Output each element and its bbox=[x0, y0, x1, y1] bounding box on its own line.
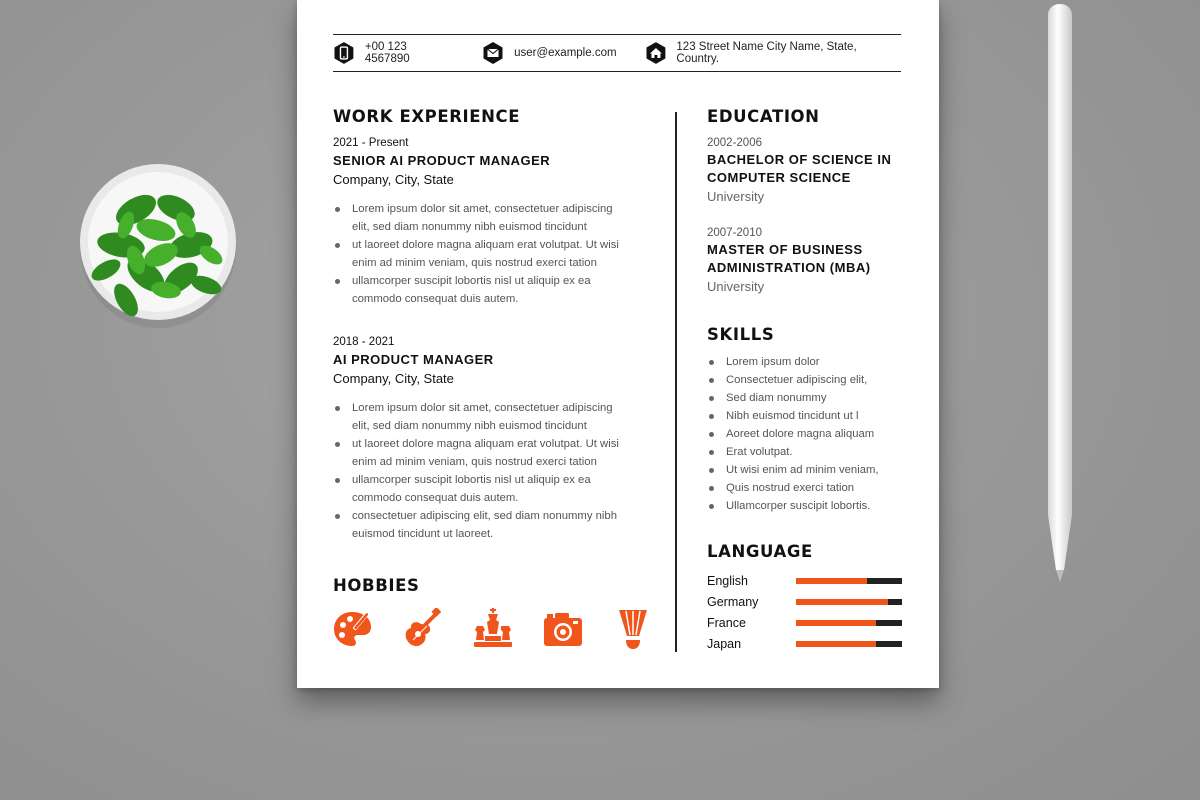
list-item: Consectetuer adipiscing elit, bbox=[707, 371, 879, 389]
language-row bbox=[707, 593, 902, 611]
skills-heading: SKILLS bbox=[707, 325, 775, 344]
language-name: France bbox=[707, 616, 746, 630]
job-bullets bbox=[333, 399, 633, 543]
education-degree: BACHELOR OF SCIENCE IN COMPUTER SCIENCE bbox=[707, 152, 892, 185]
list-item: Sed diam nonummy bbox=[707, 389, 879, 407]
contact-email bbox=[482, 42, 616, 64]
phone-text: +00 123 4567890 bbox=[364, 41, 410, 65]
list-item: Lorem ipsum dolor bbox=[707, 353, 879, 371]
language-level-bar bbox=[796, 599, 902, 605]
pencil-decoration-icon bbox=[1038, 0, 1078, 590]
palette-icon bbox=[333, 608, 373, 650]
language-level-bar bbox=[796, 620, 902, 626]
hobbies-icons bbox=[333, 608, 683, 650]
language-level-bar bbox=[796, 578, 902, 584]
education-period: 2007-2010 bbox=[707, 227, 762, 239]
list-item: Lorem ipsum dolor sit amet, consectetuer adipiscing elit, sed diam nonummy nibh euismod tincidunt bbox=[333, 399, 633, 435]
job-title: AI PRODUCT MANAGER bbox=[333, 352, 494, 367]
list-item: Aoreet dolore magna aliquam bbox=[707, 425, 879, 443]
list-item: ut laoreet dolore magna aliquam erat volutpat. Ut wisi enim ad minim veniam, quis nostrud exerci tation bbox=[333, 435, 633, 471]
email-text: user@example.com bbox=[514, 47, 617, 59]
job-company: Company, City, State bbox=[333, 371, 454, 386]
language-level-fill bbox=[796, 599, 888, 605]
list-item: Nibh euismod tincidunt ut l bbox=[707, 407, 879, 425]
language-row bbox=[707, 614, 902, 632]
education-period: 2002-2006 bbox=[707, 137, 762, 149]
language-name: Germany bbox=[707, 595, 759, 609]
list-item: consectetuer adipiscing elit, sed diam nonummy nibh euismod tincidunt ut laoreet. bbox=[333, 507, 633, 543]
list-item: ullamcorper suscipit lobortis nisl ut aliquip ex ea commodo consequat duis autem. bbox=[333, 471, 633, 507]
education-heading: EDUCATION bbox=[707, 107, 820, 126]
job-period: 2018 - 2021 bbox=[333, 336, 395, 348]
contact-bar bbox=[333, 34, 901, 72]
language-level-fill bbox=[796, 641, 876, 647]
envelope-icon bbox=[482, 42, 504, 64]
list-item: ut laoreet dolore magna aliquam erat volutpat. Ut wisi enim ad minim veniam, quis nostrud exerci tation bbox=[333, 236, 633, 272]
guitar-icon bbox=[403, 608, 443, 650]
language-level-fill bbox=[796, 578, 867, 584]
job-title: SENIOR AI PRODUCT MANAGER bbox=[333, 153, 551, 168]
education-school: University bbox=[707, 189, 765, 204]
home-icon bbox=[645, 42, 667, 64]
list-item: Ullamcorper suscipit lobortis. bbox=[707, 497, 879, 515]
language-name: Japan bbox=[707, 637, 742, 651]
language-level-bar bbox=[796, 641, 902, 647]
contact-phone bbox=[333, 41, 454, 65]
phone-icon bbox=[333, 42, 355, 64]
contact-address bbox=[645, 41, 901, 65]
list-item: Ut wisi enim ad minim veniam, bbox=[707, 461, 879, 479]
plant-decoration-icon bbox=[66, 150, 256, 340]
hobbies-heading: HOBBIES bbox=[333, 576, 420, 595]
shuttlecock-icon bbox=[613, 608, 653, 650]
list-item: Erat volutpat. bbox=[707, 443, 879, 461]
language-row bbox=[707, 635, 902, 653]
list-item: ullamcorper suscipit lobortis nisl ut aliquip ex ea commodo consequat duis autem. bbox=[333, 272, 633, 308]
list-item: Quis nostrud exerci tation bbox=[707, 479, 879, 497]
language-level-fill bbox=[796, 620, 876, 626]
list-item: Lorem ipsum dolor sit amet, consectetuer adipiscing elit, sed diam nonummy nibh euismod tincidunt bbox=[333, 200, 633, 236]
job-period: 2021 - Present bbox=[333, 137, 409, 149]
resume-page bbox=[297, 0, 939, 688]
column-divider bbox=[675, 112, 677, 652]
job-bullets bbox=[333, 200, 633, 308]
work-experience-heading: WORK EXPERIENCE bbox=[333, 107, 521, 126]
camera-icon bbox=[543, 608, 583, 650]
chess-icon bbox=[473, 608, 513, 650]
language-row bbox=[707, 572, 902, 590]
job-company: Company, City, State bbox=[333, 172, 454, 187]
skills-list bbox=[707, 353, 879, 515]
education-school: University bbox=[707, 279, 765, 294]
education-degree: MASTER OF BUSINESS ADMINISTRATION (MBA) bbox=[707, 242, 871, 275]
address-text: 123 Street Name City Name, State, Country. bbox=[676, 41, 857, 65]
language-name: English bbox=[707, 574, 748, 588]
language-heading: LANGUAGE bbox=[707, 542, 813, 561]
